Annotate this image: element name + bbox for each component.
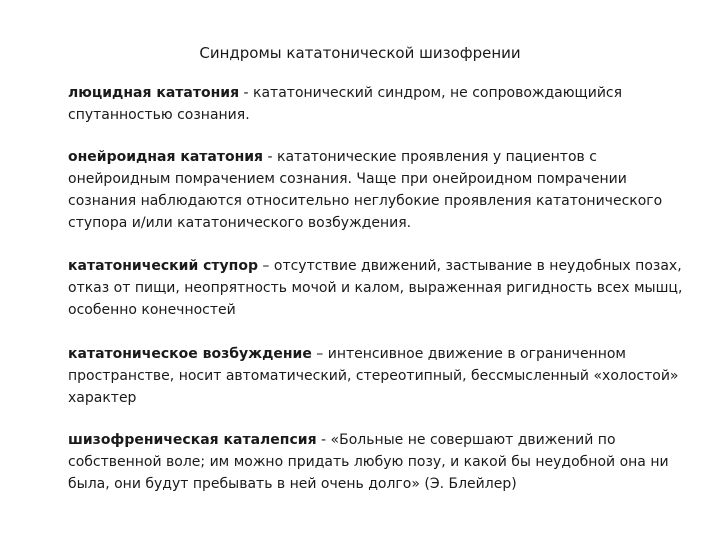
slide-title: Синдромы кататонической шизофрении xyxy=(199,44,521,62)
definition-text: - кататонические проявления у пациентов с онейроидным помрачением сознания. Чаще при онейроидном помрачении сознания наблюдаются относительно неглубокие проявления кататонического ступора и/или кататонического возбуждения. xyxy=(68,149,663,231)
term-label: онейроидная кататония xyxy=(68,149,264,165)
definition-text: – интенсивное движение в ограниченном пространстве, носит автоматический, стереотипный, бессмысленный «холостой» характер xyxy=(68,346,679,406)
term-label: шизофреническая каталепсия xyxy=(68,432,317,448)
definition-catatonic-stupor xyxy=(68,255,698,321)
definition-schizophrenic-catalepsy xyxy=(68,429,698,495)
term-label: кататонический ступор xyxy=(68,258,258,274)
definition-catatonic-excitement xyxy=(68,343,698,409)
term-label: люцидная кататония xyxy=(68,85,240,101)
term-label: кататоническое возбуждение xyxy=(68,346,312,362)
definition-oneiroid-catatonia xyxy=(68,146,698,234)
definition-lucid-catatonia xyxy=(68,82,698,126)
definition-text: – отсутствие движений, застывание в неудобных позах, отказ от пищи, неопрятность мочой и калом, выраженная ригидность всех мышц, особенно конечностей xyxy=(68,258,683,318)
definition-text: - кататонический синдром, не сопровождающийся спутанностью сознания. xyxy=(68,85,623,123)
definition-text: - «Больные не совершают движений по собственной воле; им можно придать любую позу, и какой бы неудобной она ни была, они будут пребывать в ней очень долго» (Э. Блейлер) xyxy=(68,432,669,492)
